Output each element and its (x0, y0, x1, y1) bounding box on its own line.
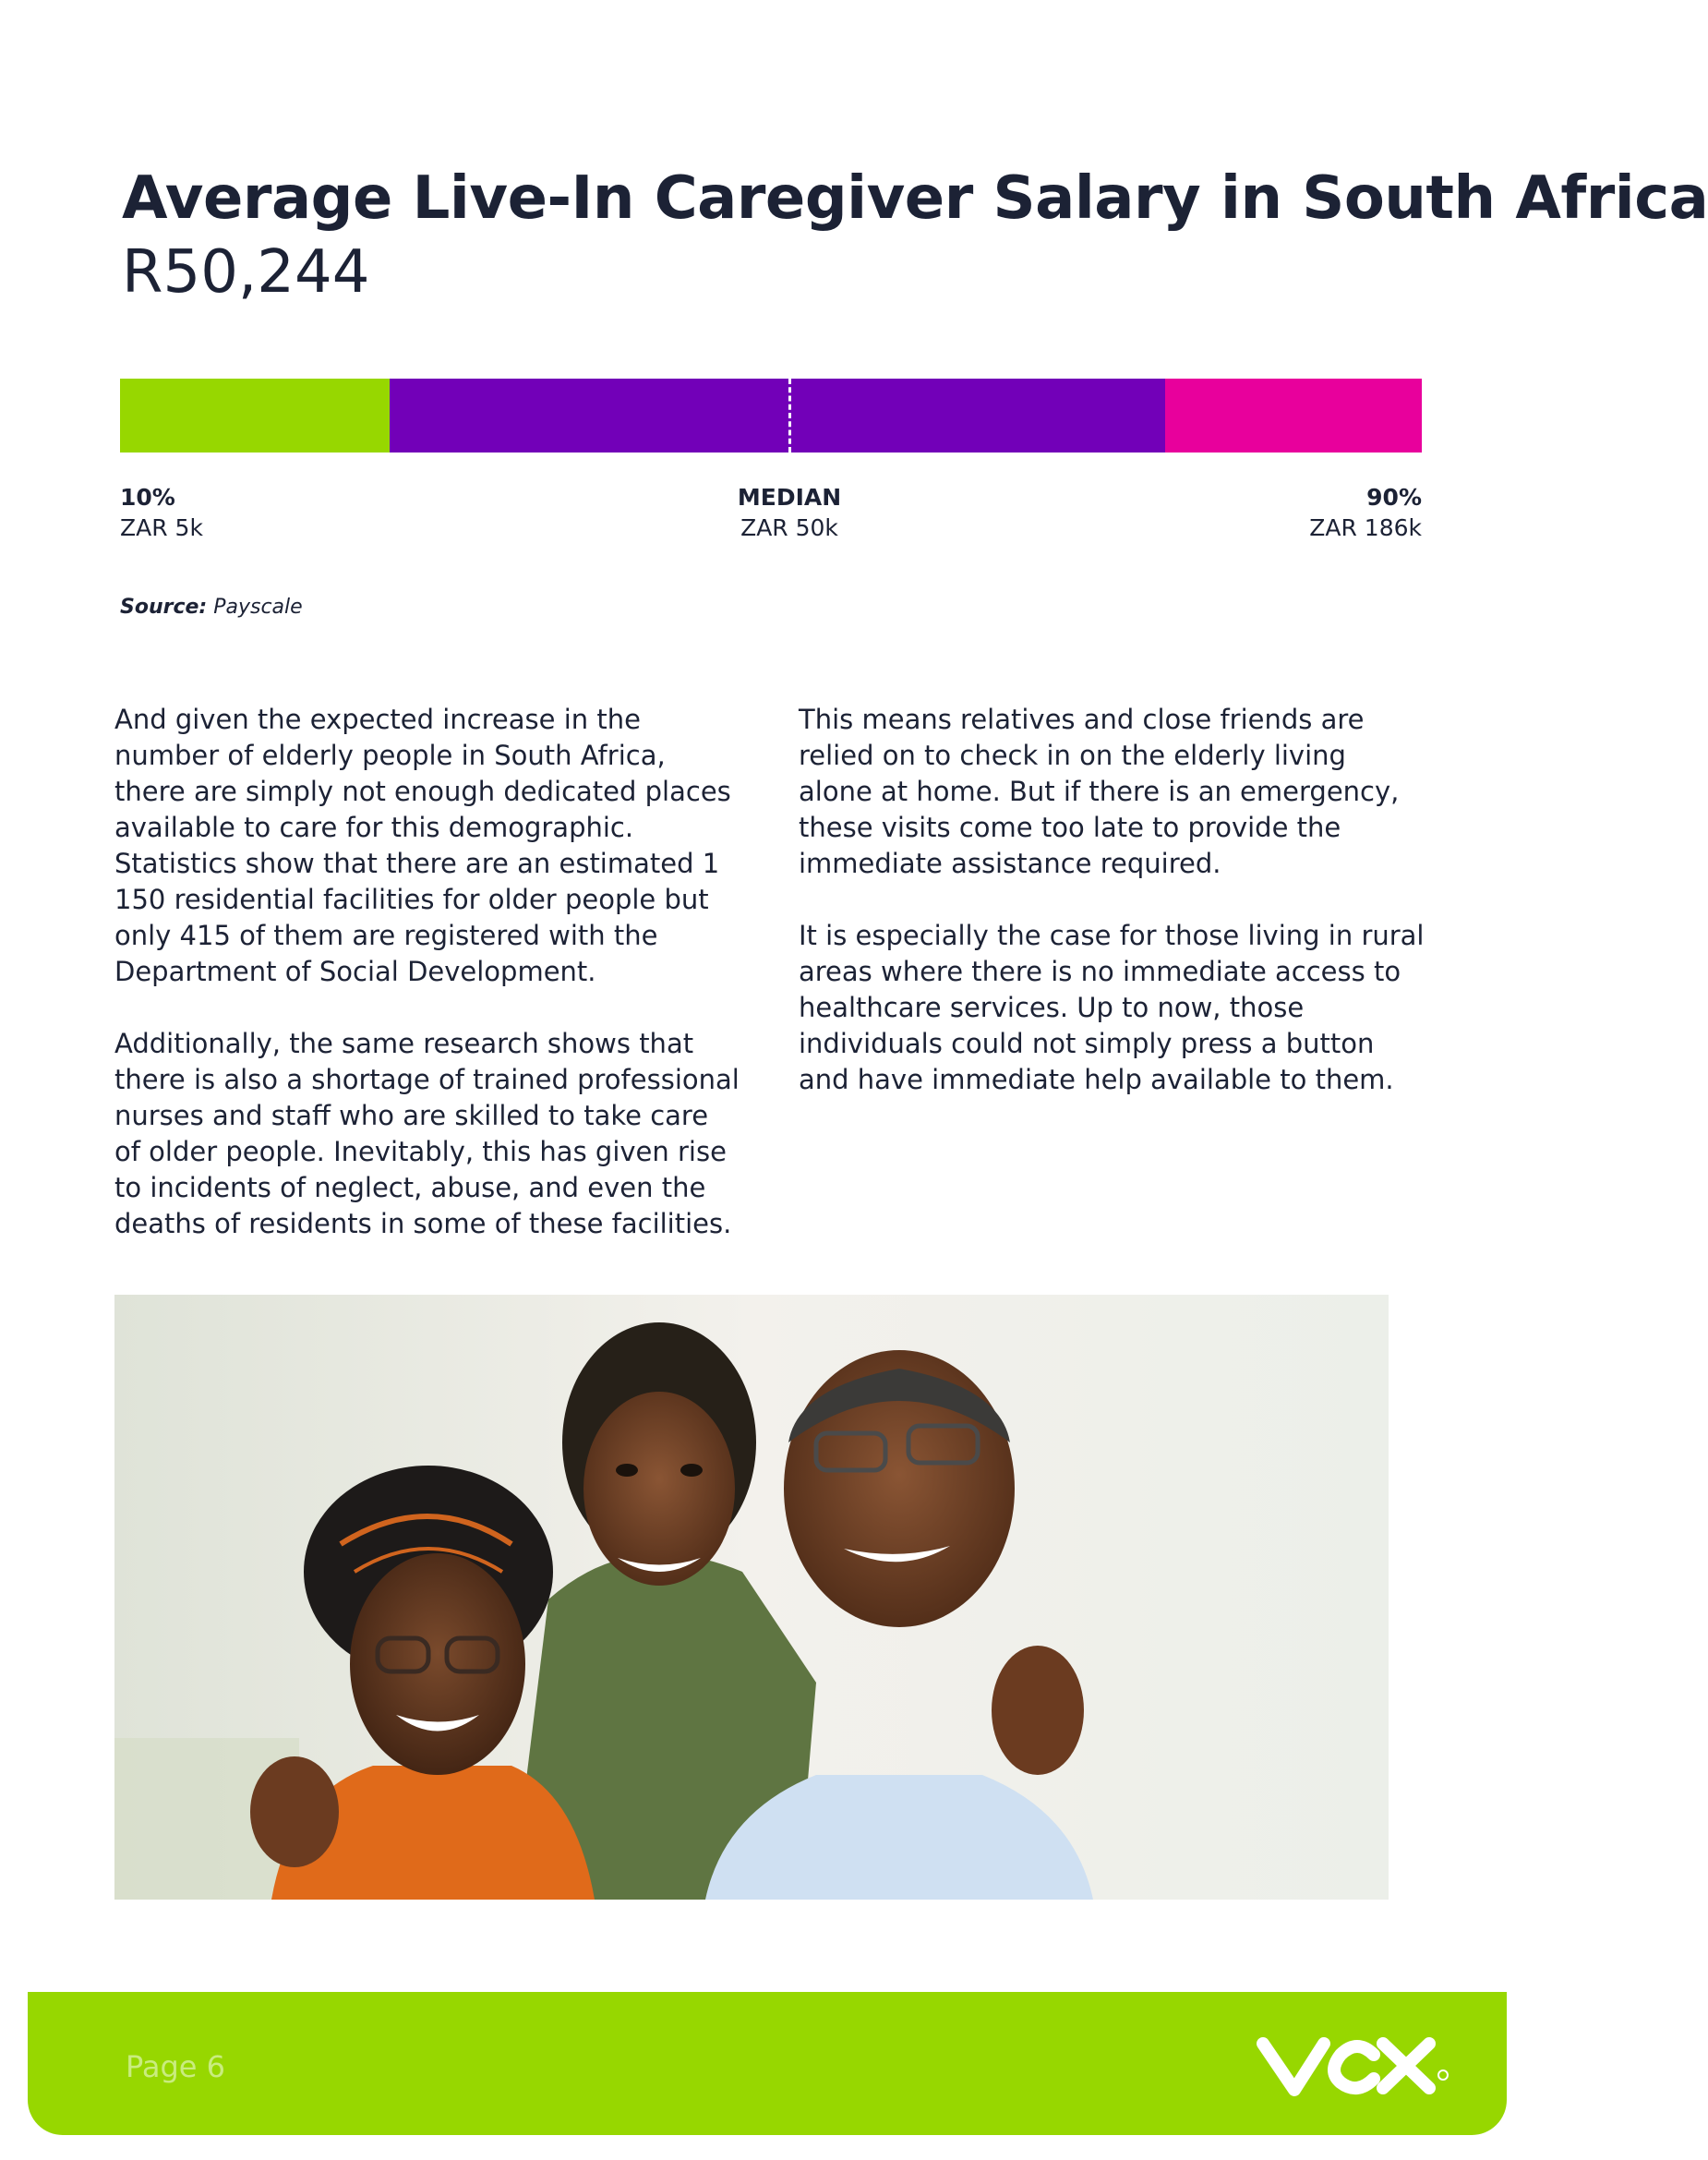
label-10-value: ZAR 5k (120, 514, 203, 541)
vox-logo-icon (1256, 2027, 1449, 2101)
left-paragraph-2: Additionally, the same research shows that there is also a shortage of trained professional nurses and staff who are skilled to take care of older people. Inevitably, this has given rise to incidents of neglect, abuse, and even the deaths of residents in some of these facilities. (114, 1028, 740, 1239)
source-label: Source: (120, 596, 208, 619)
left-paragraph-1: And given the expected increase in the number of elderly people in South Africa, there are simply not enough dedicated places available to care for this demographic. Statistics show that there are an estimated 1 150 residential facilities for older people but only 415 of them are registered with the Department of Social Development. (114, 704, 731, 987)
label-90-value: ZAR 186k (1309, 514, 1422, 541)
label-90-percent (1309, 482, 1422, 543)
source-note (120, 596, 303, 619)
label-90-key: 90% (1366, 484, 1422, 511)
source-value: Payscale (207, 596, 303, 619)
bar-segment-high (1165, 379, 1422, 453)
photo-illustration (114, 1295, 1389, 1900)
median-marker (788, 379, 791, 453)
salary-range-bar (120, 379, 1422, 453)
label-10-percent (120, 482, 203, 543)
bar-segment-mid (390, 379, 1165, 453)
label-median-value: ZAR 50k (740, 514, 838, 541)
page-title: Average Live-In Caregiver Salary in South Africa (122, 164, 1708, 233)
label-median-key: MEDIAN (737, 484, 842, 511)
bar-segment-low (120, 379, 390, 453)
right-paragraph-1: This means relatives and close friends are relied on to check in on the elderly living alone at home. But if there is an emergency, these visits come too late to provide the immediate assistance required. (799, 704, 1400, 879)
family-photo (114, 1295, 1389, 1900)
average-salary: R50,244 (122, 238, 370, 307)
page-footer (28, 1992, 1507, 2135)
right-column (799, 702, 1426, 1134)
right-paragraph-2: It is especially the case for those living in rural areas where there is no immediate access to healthcare services. Up to now, those individuals could not simply press a button and have immediate help available to them. (799, 920, 1425, 1095)
page-number: Page 6 (126, 2049, 225, 2084)
label-10-key: 10% (120, 484, 175, 511)
left-column (114, 702, 742, 1278)
